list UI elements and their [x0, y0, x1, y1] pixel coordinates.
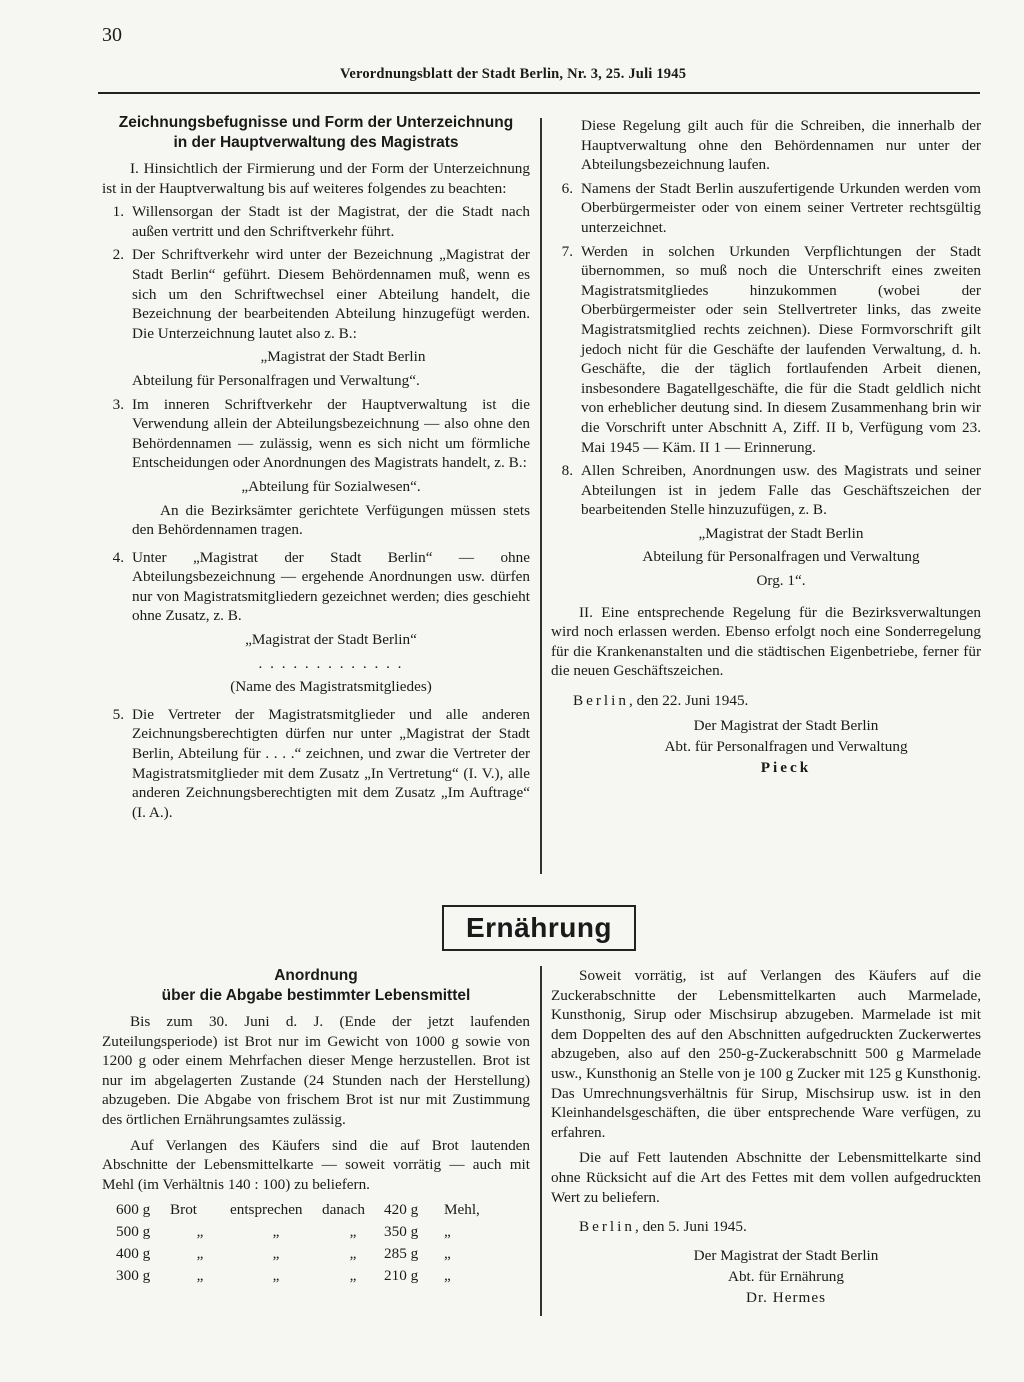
table-cell: „ [272, 1266, 280, 1284]
quote-line: Abteilung für Personalfragen und Verwaltung“. [132, 371, 420, 389]
signature-name: Pieck [760, 758, 812, 776]
date-place: Berlin [579, 1218, 635, 1236]
page-number: 30 [102, 24, 122, 46]
table-cell: „ [444, 1222, 451, 1240]
item-number: 4. [112, 548, 124, 566]
section1-left-column [102, 113, 530, 826]
table-cell: 420 g [384, 1200, 419, 1218]
quote-line: Org. 1“. [756, 572, 806, 590]
section2-right-column [551, 966, 981, 1308]
signature-block [551, 715, 981, 778]
item-number: 1. [112, 203, 124, 221]
signature-line: Abt. für Personalfragen und Verwaltung [664, 737, 908, 755]
item-number: 7. [561, 242, 573, 260]
date-line [551, 1217, 981, 1237]
table-cell: „ [272, 1244, 280, 1262]
running-header: Verordnungsblatt der Stadt Berlin, Nr. 3, 25. Juli 1945 [340, 66, 687, 82]
quote-line: „Abteilung für Sozialwesen“. [241, 477, 421, 495]
item-text: Namens der Stadt Berlin auszufertigende Urkunden werden vom Oberbürgermeister oder von einem seiner Vertreter rechtsgültig unterzeichnet. [581, 179, 981, 236]
table-cell: 210 g [384, 1266, 419, 1284]
table-cell: 400 g [116, 1244, 151, 1262]
table-row [116, 1264, 484, 1286]
item-text: Werden in solchen Urkunden Verpflichtungen der Stadt übernommen, so muß noch die Unterschrift eines zweiten Magistratsmitgliedes hinzukommen (wobei der Oberbürgermeister oder sein Stellvertreter links, das zweite Magistratsmitglied rechts zeichnen). Diese Formvorschrift gilt jedoch nicht für die Geschäfte der laufenden Verwaltung, d. h. Geschäfte, die der täglich fortlaufenden Arbeit dienen, insbesondere Bagatellgeschäfte, die für die Stadt geldlich nicht von erheblicher deutung sind. In diesem Zusammenhang brin wir die Vorschrift unter Abschnitt A, Ziff. II b, Verfügung vom 23. Mai 1945 — Käm. II 1 — Erinnerung. [581, 242, 981, 456]
list-item [102, 245, 530, 390]
table-cell: „ [349, 1222, 357, 1240]
table-cell: 285 g [384, 1244, 419, 1262]
header-rule [98, 92, 980, 94]
item-text: Allen Schreiben, Anordnungen usw. des Magistrats und seiner Abteilungen ist in jedem Falle das Geschäftszeichen der bearbeitenden Stelle hinzuzufügen, z. B. [581, 462, 981, 519]
quote-line: „Magistrat der Stadt Berlin [260, 348, 426, 366]
section1-title-line1: Zeichnungsbefugnisse und Form der Unterzeichnung [118, 114, 514, 131]
list-item [102, 202, 530, 241]
column-divider [540, 118, 542, 874]
item-number: 6. [561, 179, 573, 197]
table-cell: „ [349, 1266, 357, 1284]
signature-block [551, 1245, 981, 1308]
item-text: Willensorgan der Stadt ist der Magistrat, der die Stadt nach außen vertritt und den Schriftverkehr führt. [132, 203, 530, 240]
table-cell: „ [444, 1266, 451, 1284]
section1-intro: I. Hinsichtlich der Firmierung und der Form der Unterzeichnung ist in der Hauptverwaltung bis auf weiteres folgendes zu beachten: [102, 160, 530, 197]
paragraph: Die auf Fett lautenden Abschnitte der Lebensmittelkarte sind ohne Rücksicht auf die Art des Fettes mit dem vollen aufgedruckten Wert zu beliefern. [551, 1149, 981, 1206]
item-text: Die Vertreter der Magistratsmitglieder und alle anderen Zeichnungsberechtigten dürfen nur unter „Magistrat der Stadt Berlin, Abteilung für . . . .“ zeichnen, und zwar die Vertreter der Magistratsmitglieder mit dem Zusatz „In Vertretung“ (I. V.), alle anderen Zeichnungsberechtigten mit dem Zusatz „Im Auftrage“ (I. A.). [132, 705, 530, 821]
table-row [116, 1220, 484, 1242]
conversion-table [116, 1198, 484, 1286]
table-cell: „ [196, 1222, 204, 1240]
section2-title-line1: Anordnung [274, 967, 358, 984]
list-item [102, 395, 530, 544]
table-cell: 500 g [116, 1222, 151, 1240]
section1-title [102, 113, 530, 153]
date-place: Berlin [573, 692, 629, 710]
item-number: 2. [112, 246, 124, 264]
table-cell: „ [196, 1266, 204, 1284]
list-item [102, 548, 530, 701]
table-row [116, 1242, 484, 1264]
signature-name: Dr. Hermes [745, 1288, 826, 1306]
list-item [102, 705, 530, 823]
section1-right-column [551, 116, 981, 778]
item-number: 5. [112, 705, 124, 723]
list-item [551, 116, 981, 175]
table-cell: „ [272, 1222, 280, 1240]
date-text: , den 5. Juni 1945. [634, 1218, 747, 1236]
section1-title-line2: in der Hauptverwaltung des Magistrats [173, 134, 459, 151]
item-text: Der Schriftverkehr wird unter der Bezeichnung „Magistrat der Stadt Berlin“ geführt. Diesem Behördennamen muß, wenn es sich um den Schriftwechsel einer Abteilung handelt, die Bezeichnung der bearbeitenden Abteilung hinzugefügt werden. Die Unterzeichnung lautet also z. B.: [132, 246, 530, 342]
section-heading: Ernährung [465, 912, 613, 943]
table-cell: Mehl, [444, 1200, 480, 1218]
date-text: , den 22. Juni 1945. [628, 692, 749, 710]
table-cell: entsprechen [230, 1200, 303, 1218]
paragraph: Auf Verlangen des Käufers sind die auf Brot lautenden Abschnitte der Lebensmittelkarte — soweit vorrätig — auch mit Mehl (im Verhältnis 140 : 100) zu beliefern. [102, 1136, 530, 1193]
list-item [551, 179, 981, 238]
section-heading-box [442, 905, 636, 951]
paragraph: Bis zum 30. Juni d. J. (Ende der jetzt laufenden Zuteilungsperiode) ist Brot nur im Gewicht von 1000 g sowie von 1200 g oder einem Mehrfachen dieser Menge herzustellen. Brot ist nur im abgelagerten Zustande (24 Stunden nach der Herstellung) abzugeben. Die Abgabe von frischem Brot ist nur mit Zustimmung des örtlichen Ernährungsamtes zulässig. [102, 1013, 530, 1128]
section2-left-column [102, 966, 530, 1286]
quote-line: (Name des Magistratsmitgliedes) [230, 678, 432, 696]
item-number: 3. [112, 395, 124, 413]
section2-title-line2: über die Abgabe bestimmter Lebensmittel [161, 987, 471, 1004]
table-cell: „ [196, 1244, 204, 1262]
table-cell: 350 g [384, 1222, 419, 1240]
table-cell: 300 g [116, 1266, 151, 1284]
item-text: Im inneren Schriftverkehr der Hauptverwaltung ist die Verwendung allein der Abteilungsbezeichnung — also ohne den Behördennamen — zulässig, wenn es sich nicht um förmliche Entscheidungen oder Anordnungen des Magistrats handelt, z. B.: [132, 395, 530, 472]
item-text: Unter „Magistrat der Stadt Berlin“ — ohne Abteilungsbezeichnung — ergehende Anordnungen usw. dürfen nur von Magistratsmitgliedern gezeichnet werden; dies geschieht ohne Zusatz, z. B. [132, 548, 530, 625]
signature-line: Der Magistrat der Stadt Berlin [693, 716, 879, 734]
paragraph: Soweit vorrätig, ist auf Verlangen des Käufers auf die Zuckerabschnitte der Lebensmittelkarten auch Marmelade, Kunsthonig, Sirup oder Mischsirup abzugeben. Marmelade ist mit dem Doppelten des auf den Abschnitten aufgedruckten Zuckerwertes abzugeben, also auf den 250-g-Zuckerabschnitt 500 g Marmelade usw., Kunsthonig an Stelle von je 100 g Zucker mit 125 g Kunsthonig. Das Umrechnungsverhältnis für Sirup, Mischsirup usw. ist in den Kleinhandelsgeschäften, die über entsprechende Ware verfügen, zu erfahren. [551, 967, 981, 1141]
table-row [116, 1198, 484, 1220]
table-cell: 600 g [116, 1200, 151, 1218]
item-note: An die Bezirksämter gerichtete Verfügungen müssen stets den Behördennamen tragen. [132, 501, 530, 539]
signature-line: Abt. für Ernährung [728, 1267, 844, 1285]
part-two-text: II. Eine entsprechende Regelung für die Bezirksverwaltungen wird noch erlassen werden. Ebenso erfolgt noch eine Sonderregelung für die Krankenanstalten und die städtischen Eigenbetriebe, ferner für die neuen Geschäftszeichen. [551, 603, 981, 680]
item-number: 8. [561, 462, 573, 480]
quote-line: Abteilung für Personalfragen und Verwaltung [642, 548, 920, 566]
quote-line: „Magistrat der Stadt Berlin“ [245, 631, 417, 649]
signature-line: Der Magistrat der Stadt Berlin [693, 1246, 879, 1264]
item-text: Diese Regelung gilt auch für die Schreiben, die innerhalb der Hauptverwaltung ohne den Behördennamen nur unter der Abteilungsbezeichnung laufen. [581, 117, 981, 174]
date-line [551, 691, 981, 711]
table-cell: danach [322, 1200, 366, 1218]
list-item [551, 242, 981, 458]
signature-dots: . . . . . . . . . . . . . [258, 654, 404, 672]
list-item [551, 461, 981, 595]
column-divider [540, 966, 542, 1316]
table-cell: „ [349, 1244, 357, 1262]
table-cell: „ [444, 1244, 451, 1262]
table-cell: Brot [170, 1200, 198, 1218]
section2-title [102, 966, 530, 1006]
quote-line: „Magistrat der Stadt Berlin [698, 524, 864, 542]
